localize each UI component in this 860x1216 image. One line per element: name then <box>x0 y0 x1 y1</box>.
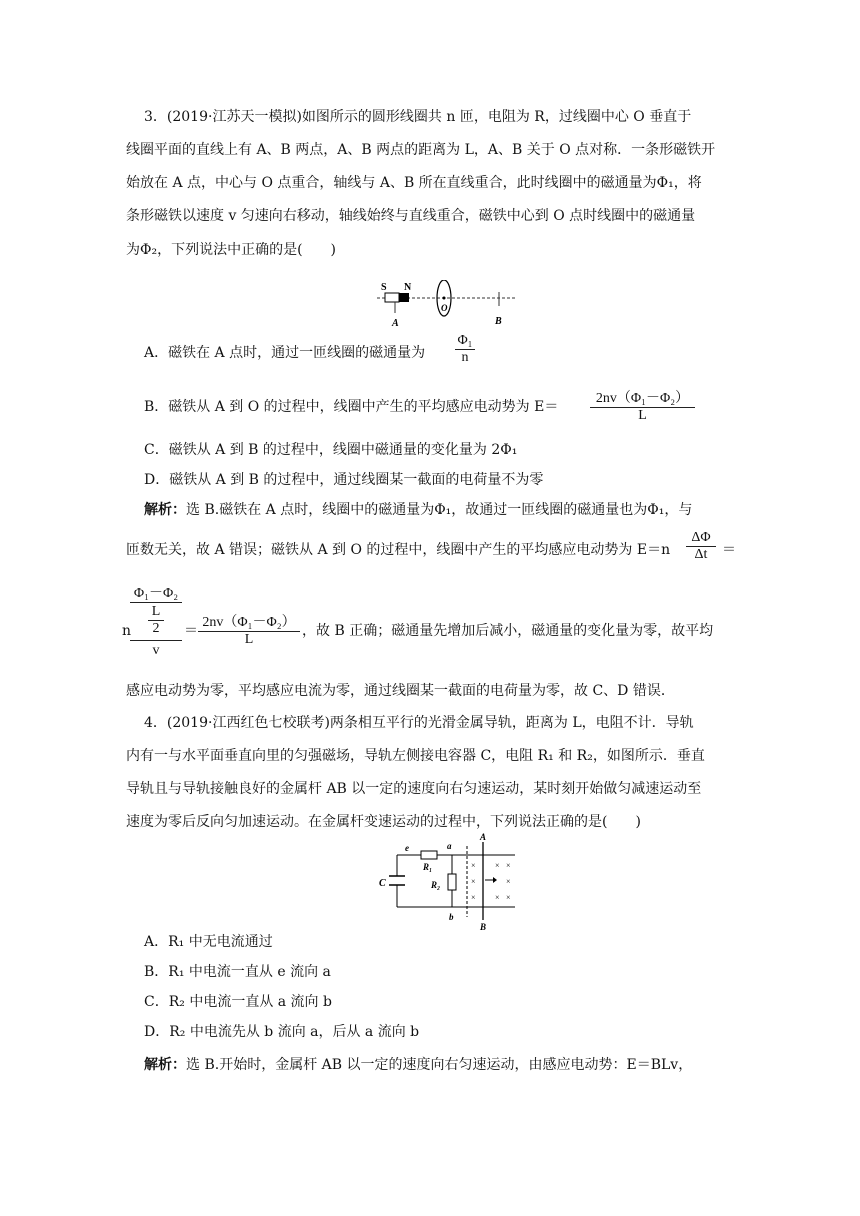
q3-option-a-fraction <box>455 333 475 366</box>
q4-solution-line-1 <box>144 1055 692 1075</box>
label-rod-b: B <box>480 922 487 932</box>
q3-compound-fraction-top: Φ₁－Φ₂ <box>133 586 179 601</box>
q3-option-d: D．磁铁从 A 到 B 的过程中，通过线圈某一截面的电荷量不为零 <box>144 472 544 488</box>
q3-solution-label: 解析： <box>144 502 186 518</box>
magnet-coil-figure <box>375 280 520 330</box>
label-r1: R₁ <box>423 862 433 872</box>
q3-option-b-numerator: 2nv（Φ₁－Φ₂） <box>595 391 690 406</box>
q4-text-line-1: 4．(2019·江西红色七校联考)两条相互平行的光滑金属导轨，距离为 L，电阻不计．导轨 <box>144 715 694 731</box>
label-n: N <box>404 282 412 293</box>
q3-solution-equals-1: ＝ <box>722 542 736 558</box>
label-a: A <box>392 318 399 329</box>
q4-option-d: D．R₂ 中电流先从 b 流向 a，后从 a 流向 b <box>144 1024 420 1040</box>
q3-compound-fraction-mid-denominator: 2 <box>148 620 164 637</box>
svg-text:×: × <box>471 893 476 902</box>
svg-text:×: × <box>506 861 511 870</box>
q3-solution-fraction-2-numerator: 2nv（Φ₁－Φ₂） <box>202 615 296 630</box>
q3-option-b: B．磁铁从 A 到 O 的过程中，线圈中产生的平均感应电动势为 E＝ <box>144 399 559 415</box>
q3-compound-fraction-mid <box>148 604 164 637</box>
label-b: B <box>495 316 502 327</box>
svg-text:×: × <box>506 893 511 902</box>
q3-option-c: C．磁铁从 A 到 B 的过程中，线圈中磁通量的变化量为 2Φ₁ <box>144 442 518 458</box>
svg-text:×: × <box>471 877 476 886</box>
q3-solution-fraction-1 <box>686 530 716 563</box>
q4-option-a: A．R₁ 中无电流通过 <box>144 934 273 950</box>
q3-solution-line-2: 匝数无关，故 A 错误；磁铁从 A 到 O 的过程中，线圈中产生的平均感应电动势为 E＝n <box>126 542 671 558</box>
q4-text-line-2: 内有一与水平面垂直向里的匀强磁场，导轨左侧接电容器 C，电阻 R₁ 和 R₂，如图所示．垂直 <box>126 748 705 764</box>
label-o: O <box>441 303 448 313</box>
q4-solution-text-1: 选 B.开始时，金属杆 AB 以一定的速度向右匀速运动，由感应电动势：E＝BLv， <box>186 1057 693 1073</box>
q4-text-line-3: 导轨且与导轨接触良好的金属杆 AB 以一定的速度向右匀速运动，某时刻开始做匀减速运动至 <box>126 781 702 797</box>
q3-text-line-4: 条形磁铁以速度 v 匀速向右移动，轴线始终与直线重合，磁铁中心到 O 点时线圈中的磁通量 <box>126 208 696 224</box>
q3-compound-fraction-lower-bar <box>130 640 182 641</box>
q4-option-b: B．R₁ 中电流一直从 e 流向 a <box>144 964 331 980</box>
label-s: S <box>381 282 387 293</box>
svg-text:×: × <box>471 861 476 870</box>
q3-option-b-fraction <box>590 387 695 424</box>
resistor-r1 <box>421 851 437 859</box>
q3-option-a: A．磁铁在 A 点时，通过一匝线圈的磁通量为 <box>144 345 426 361</box>
q3-solution-fraction-2 <box>198 611 300 648</box>
circuit-figure <box>375 832 525 932</box>
q3-option-b-denominator: L <box>590 407 695 424</box>
q3-text-line-2: 线圈平面的直线上有 A、B 两点，A、B 两点的距离为 L，A、B 关于 O 点对称．一条形磁铁开 <box>126 142 716 158</box>
q3-text-line-5: 为Φ₂，下列说法中正确的是( ) <box>126 242 337 258</box>
svg-text:×: × <box>495 893 500 902</box>
label-b-terminal: b <box>449 912 454 922</box>
q4-option-c: C．R₂ 中电流一直从 a 流向 b <box>144 994 332 1010</box>
magnet-s-pole <box>385 293 399 302</box>
q3-solution-fraction-1-numerator: ΔΦ <box>691 530 711 545</box>
label-a-terminal: a <box>447 841 452 851</box>
svg-text:×: × <box>495 861 500 870</box>
resistor-r2 <box>448 874 456 890</box>
q3-solution-line-4: 感应电动势为零，平均感应电流为零，通过线圈某一截面的电荷量为零，故 C、D 错误． <box>126 683 675 699</box>
q4-text-line-4: 速度为零后反向匀加速运动。在金属杆变速运动的过程中，下列说法正确的是( ) <box>126 814 641 830</box>
q4-solution-label: 解析： <box>144 1057 186 1073</box>
q3-compound-fraction-n: n <box>122 623 132 639</box>
label-r2: R₂ <box>431 880 441 890</box>
q3-compound-fraction-mid-numerator: L <box>151 604 161 619</box>
q3-compound-fraction-main-bar <box>130 602 182 603</box>
q3-solution-text-1: 选 B.磁铁在 A 点时，线圈中的磁通量为Φ₁，故通过一匝线圈的磁通量也为Φ₁，与 <box>186 502 693 518</box>
q3-option-a-numerator: Φ₁ <box>457 333 473 348</box>
q3-compound-fraction-bottom: v <box>152 643 160 658</box>
magnetic-field-crosses <box>471 861 511 902</box>
q3-text-line-3: 始放在 A 点，中心与 O 点重合，轴线与 A、B 所在直线重合，此时线圈中的磁通量为Φ₁，将 <box>126 175 702 191</box>
q3-solution-fraction-1-denominator: Δt <box>686 546 716 563</box>
svg-text:×: × <box>506 877 511 886</box>
q3-text-line-1: 3．(2019·江苏天一模拟)如图所示的圆形线圈共 n 匝，电阻为 R，过线圈中心 O 垂直于 <box>144 109 692 125</box>
q3-solution-line-1 <box>144 500 692 520</box>
label-rod-a: A <box>480 832 487 842</box>
q3-solution-line-3-rest: ，故 B 正确；磁通量先增加后减小，磁通量的变化量为零，故平均 <box>302 623 714 639</box>
q3-solution-equals-2: ＝ <box>184 623 198 639</box>
label-capacitor: C <box>379 878 386 889</box>
label-e: e <box>405 843 409 853</box>
q3-solution-fraction-2-denominator: L <box>198 631 300 648</box>
magnet-n-pole <box>399 293 409 302</box>
q3-option-a-denominator: n <box>455 349 475 366</box>
